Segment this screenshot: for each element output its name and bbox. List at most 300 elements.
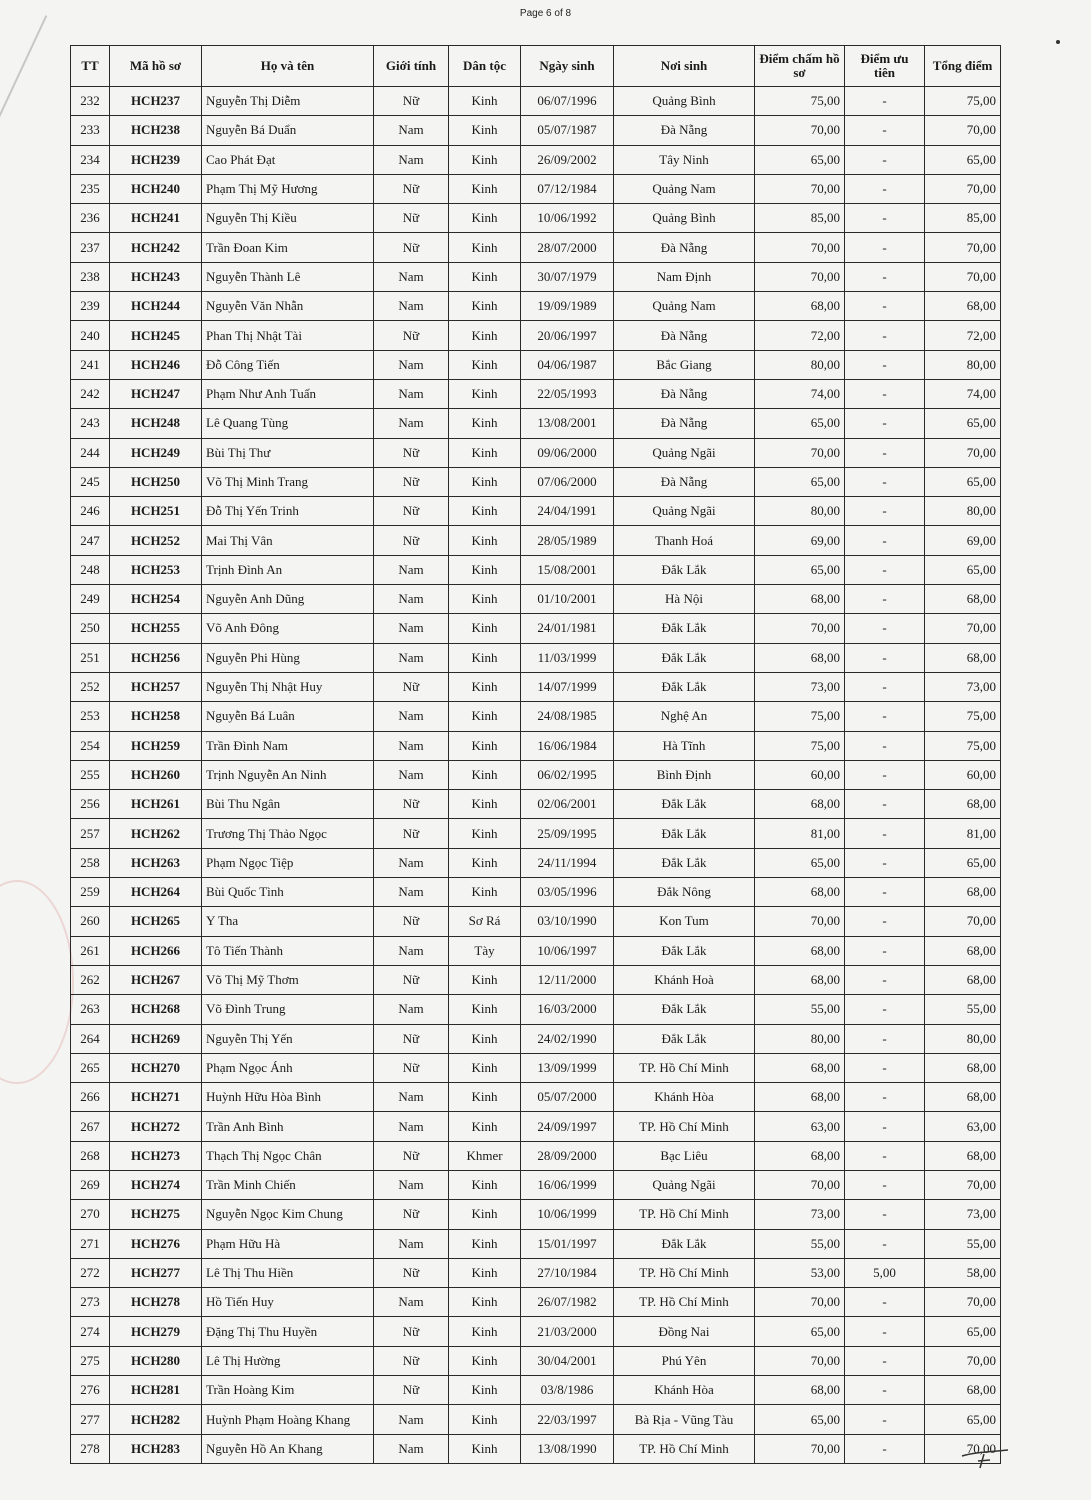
cell-ho-va-ten: Lê Quang Tùng [202,409,374,438]
cell-noi-sinh: Hà Tĩnh [614,731,755,760]
cell-ma-ho-so: HCH243 [110,262,202,291]
cell-tong-diem: 55,00 [925,995,1001,1024]
cell-diem-cham-ho-so: 55,00 [755,995,845,1024]
cell-tong-diem: 68,00 [925,965,1001,994]
cell-ngay-sinh: 22/05/1993 [521,379,614,408]
cell-ngay-sinh: 05/07/2000 [521,1083,614,1112]
cell-tt: 237 [71,233,110,262]
cell-noi-sinh: Quảng Ngãi [614,1170,755,1199]
table-row [71,321,1001,350]
cell-ngay-sinh: 05/07/1987 [521,116,614,145]
cell-tt: 276 [71,1376,110,1405]
cell-diem-uu-tien: - [845,965,925,994]
cell-dan-toc: Kinh [449,1053,521,1082]
cell-diem-cham-ho-so: 68,00 [755,965,845,994]
page-label: Page 6 of 8 [519,8,572,19]
cell-ma-ho-so: HCH283 [110,1434,202,1463]
cell-diem-uu-tien: - [845,1346,925,1375]
cell-noi-sinh: Đồng Nai [614,1317,755,1346]
cell-tong-diem: 80,00 [925,350,1001,379]
cell-tt: 261 [71,936,110,965]
cell-diem-cham-ho-so: 53,00 [755,1258,845,1287]
cell-dan-toc: Kinh [449,702,521,731]
cell-ho-va-ten: Nguyễn Ngọc Kim Chung [202,1200,374,1229]
cell-ho-va-ten: Trần Đoan Kim [202,233,374,262]
cell-ngay-sinh: 26/07/1982 [521,1288,614,1317]
cell-diem-uu-tien: - [845,731,925,760]
cell-ho-va-ten: Huỳnh Hữu Hòa Bình [202,1083,374,1112]
cell-diem-uu-tien: - [845,1405,925,1434]
cell-tong-diem: 70,00 [925,907,1001,936]
cell-noi-sinh: Khánh Hoà [614,965,755,994]
table-row [71,555,1001,584]
table-row [71,1141,1001,1170]
cell-tt: 234 [71,145,110,174]
cell-ngay-sinh: 16/06/1999 [521,1170,614,1199]
table-row [71,292,1001,321]
cell-ma-ho-so: HCH272 [110,1112,202,1141]
cell-dan-toc: Kinh [449,1229,521,1258]
cell-ho-va-ten: Phạm Ngọc Tiệp [202,848,374,877]
cell-ngay-sinh: 28/07/2000 [521,233,614,262]
cell-diem-cham-ho-so: 65,00 [755,1317,845,1346]
cell-diem-uu-tien: - [845,262,925,291]
cell-gioi-tinh: Nam [374,409,449,438]
cell-ma-ho-so: HCH268 [110,995,202,1024]
cell-ma-ho-so: HCH273 [110,1141,202,1170]
cell-tt: 243 [71,409,110,438]
cell-gioi-tinh: Nam [374,292,449,321]
cell-diem-uu-tien: - [845,1434,925,1463]
cell-ma-ho-so: HCH278 [110,1288,202,1317]
cell-diem-cham-ho-so: 70,00 [755,262,845,291]
cell-ho-va-ten: Trần Minh Chiến [202,1170,374,1199]
cell-noi-sinh: Đắk Nông [614,878,755,907]
table-row [71,1229,1001,1258]
cell-noi-sinh: Quảng Nam [614,174,755,203]
cell-tong-diem: 73,00 [925,1200,1001,1229]
cell-ma-ho-so: HCH265 [110,907,202,936]
cell-diem-uu-tien: - [845,790,925,819]
cell-dan-toc: Kinh [449,643,521,672]
cell-noi-sinh: Đắk Lắk [614,790,755,819]
cell-ma-ho-so: HCH270 [110,1053,202,1082]
cell-ho-va-ten: Đỗ Thị Yến Trinh [202,497,374,526]
cell-gioi-tinh: Nữ [374,1024,449,1053]
cell-noi-sinh: Tây Ninh [614,145,755,174]
cell-noi-sinh: Đắk Lắk [614,1024,755,1053]
cell-ho-va-ten: Bùi Quốc Tình [202,878,374,907]
cell-diem-cham-ho-so: 65,00 [755,848,845,877]
cell-tong-diem: 68,00 [925,1083,1001,1112]
col-header-ngay-sinh: Ngày sinh [521,46,614,87]
table-row [71,116,1001,145]
cell-tong-diem: 65,00 [925,145,1001,174]
cell-ngay-sinh: 04/06/1987 [521,350,614,379]
cell-diem-uu-tien: - [845,1112,925,1141]
cell-ma-ho-so: HCH261 [110,790,202,819]
cell-noi-sinh: Đà Nẵng [614,467,755,496]
cell-tt: 274 [71,1317,110,1346]
cell-diem-uu-tien: - [845,174,925,203]
cell-gioi-tinh: Nữ [374,1053,449,1082]
cell-diem-uu-tien: - [845,467,925,496]
cell-dan-toc: Kinh [449,1434,521,1463]
cell-ngay-sinh: 20/06/1997 [521,321,614,350]
cell-diem-uu-tien: - [845,585,925,614]
table-row [71,819,1001,848]
cell-ma-ho-so: HCH274 [110,1170,202,1199]
cell-dan-toc: Kinh [449,467,521,496]
col-header-ma-ho-so: Mã hồ sơ [110,46,202,87]
cell-ma-ho-so: HCH257 [110,672,202,701]
cell-diem-cham-ho-so: 70,00 [755,116,845,145]
cell-gioi-tinh: Nữ [374,907,449,936]
cell-tong-diem: 63,00 [925,1112,1001,1141]
cell-gioi-tinh: Nam [374,702,449,731]
cell-diem-uu-tien: - [845,87,925,116]
cell-tong-diem: 68,00 [925,790,1001,819]
cell-dan-toc: Kinh [449,409,521,438]
cell-ho-va-ten: Phạm Hữu Hà [202,1229,374,1258]
cell-tt: 262 [71,965,110,994]
table-row [71,1053,1001,1082]
cell-ngay-sinh: 19/09/1989 [521,292,614,321]
cell-diem-uu-tien: - [845,1024,925,1053]
cell-diem-cham-ho-so: 63,00 [755,1112,845,1141]
cell-gioi-tinh: Nam [374,995,449,1024]
cell-ma-ho-so: HCH237 [110,87,202,116]
cell-ngay-sinh: 27/10/1984 [521,1258,614,1287]
cell-gioi-tinh: Nữ [374,438,449,467]
cell-tt: 241 [71,350,110,379]
cell-ma-ho-so: HCH279 [110,1317,202,1346]
cell-diem-cham-ho-so: 55,00 [755,1229,845,1258]
table-row [71,1405,1001,1434]
cell-dan-toc: Kinh [449,878,521,907]
cell-gioi-tinh: Nữ [374,1376,449,1405]
cell-dan-toc: Kinh [449,848,521,877]
cell-tt: 278 [71,1434,110,1463]
table-row [71,204,1001,233]
cell-ma-ho-so: HCH254 [110,585,202,614]
cell-gioi-tinh: Nữ [374,1317,449,1346]
cell-tong-diem: 75,00 [925,702,1001,731]
cell-tt: 249 [71,585,110,614]
margin-pen-mark [0,15,47,125]
cell-ho-va-ten: Bùi Thu Ngân [202,790,374,819]
signature-mark [960,1448,1010,1470]
cell-tt: 253 [71,702,110,731]
cell-gioi-tinh: Nam [374,1170,449,1199]
cell-gioi-tinh: Nam [374,555,449,584]
cell-gioi-tinh: Nữ [374,526,449,555]
cell-dan-toc: Kinh [449,87,521,116]
cell-diem-cham-ho-so: 70,00 [755,907,845,936]
cell-ho-va-ten: Lê Thị Hường [202,1346,374,1375]
cell-tong-diem: 73,00 [925,672,1001,701]
cell-gioi-tinh: Nam [374,1288,449,1317]
cell-diem-uu-tien: - [845,1053,925,1082]
cell-diem-uu-tien: - [845,702,925,731]
cell-gioi-tinh: Nữ [374,321,449,350]
cell-gioi-tinh: Nam [374,379,449,408]
table-row [71,936,1001,965]
cell-diem-uu-tien: - [845,233,925,262]
cell-ho-va-ten: Trần Anh Bình [202,1112,374,1141]
table-row [71,350,1001,379]
table-row [71,497,1001,526]
cell-ho-va-ten: Nguyễn Thị Diễm [202,87,374,116]
cell-tong-diem: 70,00 [925,1170,1001,1199]
cell-tt: 269 [71,1170,110,1199]
cell-tong-diem: 68,00 [925,878,1001,907]
cell-ho-va-ten: Trịnh Nguyễn An Ninh [202,760,374,789]
cell-noi-sinh: TP. Hồ Chí Minh [614,1434,755,1463]
cell-tt: 254 [71,731,110,760]
cell-noi-sinh: Đắk Lắk [614,848,755,877]
cell-diem-cham-ho-so: 68,00 [755,1376,845,1405]
cell-diem-uu-tien: - [845,145,925,174]
cell-ngay-sinh: 24/04/1991 [521,497,614,526]
table-row [71,526,1001,555]
cell-diem-cham-ho-so: 70,00 [755,1434,845,1463]
cell-ma-ho-so: HCH275 [110,1200,202,1229]
cell-diem-cham-ho-so: 70,00 [755,233,845,262]
cell-diem-uu-tien: - [845,497,925,526]
cell-ngay-sinh: 03/8/1986 [521,1376,614,1405]
cell-diem-cham-ho-so: 75,00 [755,702,845,731]
cell-gioi-tinh: Nữ [374,819,449,848]
table-row [71,1170,1001,1199]
table-row [71,409,1001,438]
cell-ma-ho-so: HCH276 [110,1229,202,1258]
cell-ho-va-ten: Võ Thị Mỹ Thơm [202,965,374,994]
cell-diem-cham-ho-so: 68,00 [755,1053,845,1082]
cell-noi-sinh: Quảng Bình [614,87,755,116]
cell-diem-uu-tien: - [845,555,925,584]
cell-gioi-tinh: Nam [374,145,449,174]
cell-tt: 263 [71,995,110,1024]
table-row [71,760,1001,789]
cell-gioi-tinh: Nữ [374,174,449,203]
cell-ma-ho-so: HCH258 [110,702,202,731]
cell-ngay-sinh: 13/08/2001 [521,409,614,438]
cell-diem-cham-ho-so: 80,00 [755,497,845,526]
cell-tong-diem: 65,00 [925,555,1001,584]
cell-diem-uu-tien: - [845,1288,925,1317]
cell-diem-cham-ho-so: 68,00 [755,936,845,965]
cell-diem-cham-ho-so: 68,00 [755,1141,845,1170]
cell-diem-cham-ho-so: 65,00 [755,409,845,438]
cell-dan-toc: Kinh [449,379,521,408]
cell-tt: 270 [71,1200,110,1229]
cell-diem-cham-ho-so: 68,00 [755,643,845,672]
cell-ma-ho-so: HCH266 [110,936,202,965]
cell-ma-ho-so: HCH260 [110,760,202,789]
cell-ma-ho-so: HCH267 [110,965,202,994]
cell-tt: 245 [71,467,110,496]
cell-diem-cham-ho-so: 85,00 [755,204,845,233]
table-row [71,1434,1001,1463]
cell-diem-cham-ho-so: 68,00 [755,292,845,321]
cell-ngay-sinh: 13/09/1999 [521,1053,614,1082]
cell-ho-va-ten: Nguyễn Bá Luân [202,702,374,731]
cell-tt: 251 [71,643,110,672]
stamp-ghost [0,880,74,1084]
cell-gioi-tinh: Nam [374,936,449,965]
cell-dan-toc: Kinh [449,233,521,262]
cell-diem-cham-ho-so: 81,00 [755,819,845,848]
cell-noi-sinh: Đắk Lắk [614,643,755,672]
cell-ngay-sinh: 06/07/1996 [521,87,614,116]
cell-diem-cham-ho-so: 68,00 [755,585,845,614]
cell-ma-ho-so: HCH247 [110,379,202,408]
cell-tt: 265 [71,1053,110,1082]
cell-gioi-tinh: Nam [374,1083,449,1112]
cell-dan-toc: Kinh [449,1112,521,1141]
cell-diem-cham-ho-so: 70,00 [755,1346,845,1375]
cell-diem-cham-ho-so: 68,00 [755,790,845,819]
cell-dan-toc: Kinh [449,1376,521,1405]
col-header-gioi-tinh: Giới tính [374,46,449,87]
cell-ngay-sinh: 15/08/2001 [521,555,614,584]
cell-dan-toc: Kinh [449,497,521,526]
cell-ma-ho-so: HCH245 [110,321,202,350]
cell-diem-uu-tien: - [845,936,925,965]
cell-gioi-tinh: Nam [374,1229,449,1258]
cell-diem-cham-ho-so: 73,00 [755,1200,845,1229]
cell-ngay-sinh: 16/06/1984 [521,731,614,760]
cell-ngay-sinh: 09/06/2000 [521,438,614,467]
cell-dan-toc: Kinh [449,1083,521,1112]
cell-noi-sinh: Đắk Lắk [614,995,755,1024]
cell-ma-ho-so: HCH241 [110,204,202,233]
cell-ngay-sinh: 11/03/1999 [521,643,614,672]
cell-diem-uu-tien: - [845,1170,925,1199]
table-row [71,995,1001,1024]
cell-noi-sinh: Bạc Liêu [614,1141,755,1170]
cell-diem-cham-ho-so: 70,00 [755,1288,845,1317]
table-row [71,1024,1001,1053]
cell-dan-toc: Kinh [449,204,521,233]
cell-ngay-sinh: 02/06/2001 [521,790,614,819]
cell-noi-sinh: Bà Rịa - Vũng Tàu [614,1405,755,1434]
cell-gioi-tinh: Nam [374,1112,449,1141]
cell-tt: 256 [71,790,110,819]
cell-diem-uu-tien: - [845,116,925,145]
cell-gioi-tinh: Nam [374,848,449,877]
table-row [71,672,1001,701]
cell-diem-cham-ho-so: 70,00 [755,614,845,643]
cell-ngay-sinh: 16/03/2000 [521,995,614,1024]
table-row [71,87,1001,116]
cell-diem-uu-tien: - [845,819,925,848]
cell-gioi-tinh: Nam [374,585,449,614]
cell-diem-cham-ho-so: 69,00 [755,526,845,555]
cell-diem-uu-tien: - [845,907,925,936]
cell-diem-uu-tien: - [845,1141,925,1170]
table-row [71,965,1001,994]
table-row [71,145,1001,174]
cell-dan-toc: Kinh [449,790,521,819]
cell-gioi-tinh: Nam [374,350,449,379]
cell-diem-uu-tien: - [845,878,925,907]
cell-gioi-tinh: Nam [374,614,449,643]
cell-tong-diem: 70,00 [925,1434,1001,1463]
table-row [71,907,1001,936]
cell-tt: 272 [71,1258,110,1287]
cell-gioi-tinh: Nữ [374,497,449,526]
cell-ma-ho-so: HCH250 [110,467,202,496]
cell-ho-va-ten: Nguyễn Thị Nhật Huy [202,672,374,701]
cell-diem-uu-tien: - [845,614,925,643]
cell-diem-cham-ho-so: 72,00 [755,321,845,350]
cell-diem-cham-ho-so: 80,00 [755,350,845,379]
cell-ngay-sinh: 13/08/1990 [521,1434,614,1463]
cell-diem-uu-tien: - [845,760,925,789]
cell-dan-toc: Sơ Rá [449,907,521,936]
cell-diem-uu-tien: - [845,1083,925,1112]
cell-dan-toc: Kinh [449,350,521,379]
cell-tt: 232 [71,87,110,116]
table-header [71,46,1001,87]
cell-ho-va-ten: Nguyễn Thị Yến [202,1024,374,1053]
cell-ngay-sinh: 10/06/1992 [521,204,614,233]
cell-ho-va-ten: Nguyễn Thành Lê [202,262,374,291]
cell-diem-uu-tien: - [845,526,925,555]
cell-ho-va-ten: Nguyễn Anh Dũng [202,585,374,614]
col-header-tt: TT [71,46,110,87]
cell-dan-toc: Tày [449,936,521,965]
col-header-diem-cham-ho-so: Điểm chấm hồ sơ [755,46,845,87]
cell-ma-ho-so: HCH253 [110,555,202,584]
col-header-dan-toc: Dân tộc [449,46,521,87]
cell-tt: 247 [71,526,110,555]
cell-diem-cham-ho-so: 65,00 [755,467,845,496]
cell-diem-cham-ho-so: 70,00 [755,438,845,467]
cell-tong-diem: 70,00 [925,174,1001,203]
cell-tt: 244 [71,438,110,467]
col-header-noi-sinh: Nơi sinh [614,46,755,87]
cell-tong-diem: 68,00 [925,1053,1001,1082]
cell-ho-va-ten: Nguyễn Hồ An Khang [202,1434,374,1463]
cell-ho-va-ten: Thạch Thị Ngọc Chân [202,1141,374,1170]
cell-diem-cham-ho-so: 65,00 [755,1405,845,1434]
cell-tong-diem: 74,00 [925,379,1001,408]
cell-diem-cham-ho-so: 70,00 [755,1170,845,1199]
cell-tong-diem: 70,00 [925,233,1001,262]
cell-ho-va-ten: Phạm Như Anh Tuấn [202,379,374,408]
cell-ho-va-ten: Trịnh Đình An [202,555,374,584]
table-row [71,467,1001,496]
table-row [71,1376,1001,1405]
cell-ho-va-ten: Nguyễn Thị Kiều [202,204,374,233]
cell-diem-cham-ho-so: 65,00 [755,145,845,174]
cell-ho-va-ten: Võ Đình Trung [202,995,374,1024]
cell-tong-diem: 68,00 [925,1376,1001,1405]
cell-ngay-sinh: 03/05/1996 [521,878,614,907]
cell-tt: 275 [71,1346,110,1375]
cell-noi-sinh: Đắk Lắk [614,614,755,643]
cell-ma-ho-so: HCH246 [110,350,202,379]
cell-diem-cham-ho-so: 75,00 [755,87,845,116]
cell-tt: 248 [71,555,110,584]
cell-gioi-tinh: Nữ [374,672,449,701]
cell-dan-toc: Kinh [449,731,521,760]
cell-noi-sinh: Quảng Ngãi [614,497,755,526]
cell-ngay-sinh: 24/02/1990 [521,1024,614,1053]
